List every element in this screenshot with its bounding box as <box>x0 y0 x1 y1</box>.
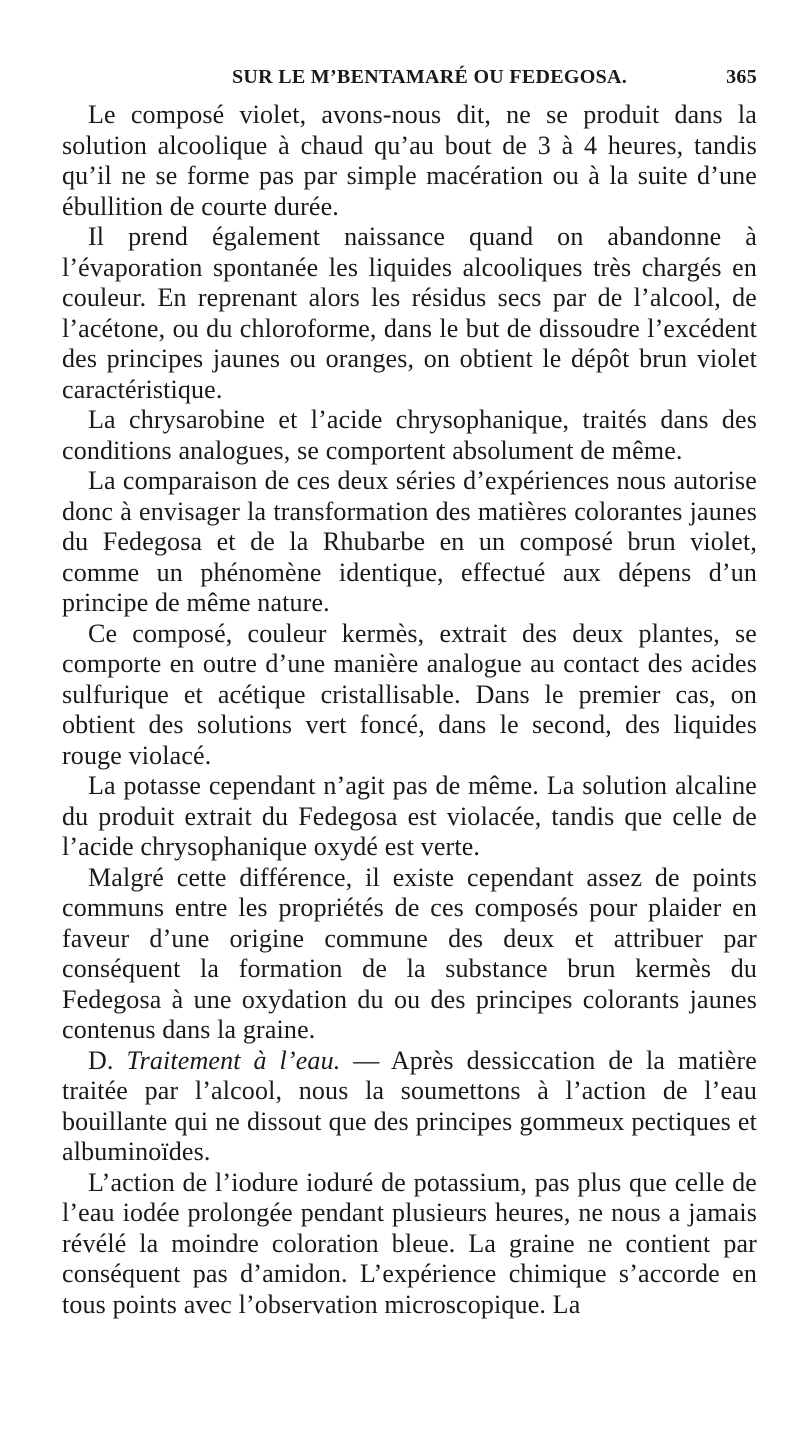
page-number: 365 <box>726 66 757 88</box>
body-text <box>62 100 757 1320</box>
paragraph: Malgré cette différence, il existe cependant assez de points communs entre les propriétés de ces composés pour plaider en faveur d’une origine commune des deux et attribuer par conséquent la formation de la substance brun kermès du Fedegosa à une oxydation du ou des principes colorants jaunes contenus dans la graine. <box>62 862 757 1044</box>
paragraph: Il prend également naissance quand on abandonne à l’évaporation spontanée les liquides alcooliques très chargés en couleur. En reprenant alors les résidus secs par de l’alcool, de l’acétone, ou du chloroforme, dans le but de dissoudre l’excédent des principes jaunes ou oranges, on obtient le dépôt brun violet caractéristique. <box>62 222 757 404</box>
section-d-paragraph <box>62 1046 757 1168</box>
paragraph: Ce composé, couleur kermès, extrait des deux plantes, se comporte en outre d’une manière analogue au contact des acides sulfurique et acétique cristallisable. Dans le premier cas, on obtient des solutions vert foncé, dans le second, des liquides rouge violacé. <box>62 618 757 770</box>
paragraph: Le composé violet, avons-nous dit, ne se produit dans la solution alcoolique à chaud qu’au bout de 3 à 4 heures, tandis qu’il ne se forme pas par simple macération ou à la suite d’une ébullition de courte durée. <box>62 100 757 221</box>
section-heading: Traitement à l’eau. <box>126 1045 341 1075</box>
paragraph: L’action de l’iodure ioduré de potassium, pas plus que celle de l’eau iodée prolongée pendant plusieurs heures, ne nous a jamais révélé la moindre coloration bleue. La graine ne contient par conséquent pas d’amidon. L’expérience chimique s’accorde en tous points avec l’observation microscopique. La <box>62 1167 757 1319</box>
section-label: D. <box>88 1045 114 1075</box>
running-head <box>62 66 757 100</box>
paragraph: La potasse cependant n’agit pas de même. La solution alcaline du produit extrait du Fedegosa est violacée, tandis que celle de l’acide chrysophanique oxydé est verte. <box>62 771 757 861</box>
paragraph: La chrysarobine et l’acide chrysophanique, traités dans des conditions analogues, se comportent absolument de même. <box>62 405 757 465</box>
book-page <box>62 66 757 1320</box>
running-title: SUR LE M’BENTAMARÉ OU FEDEGOSA. <box>232 66 628 88</box>
paragraph: La comparaison de ces deux séries d’expériences nous autorise donc à envisager la transformation des matières colorantes jaunes du Fedegosa et de la Rhubarbe en un composé brun violet, comme un phénomène identique, effectué aux dépens d’un principe de même nature. <box>62 466 757 617</box>
section-text: — Après dessiccation de la matière traitée par l’alcool, nous la soumettons à l’action de l’eau bouillante qui ne dissout que des principes gommeux pectiques et albuminoïdes. <box>62 1045 757 1166</box>
